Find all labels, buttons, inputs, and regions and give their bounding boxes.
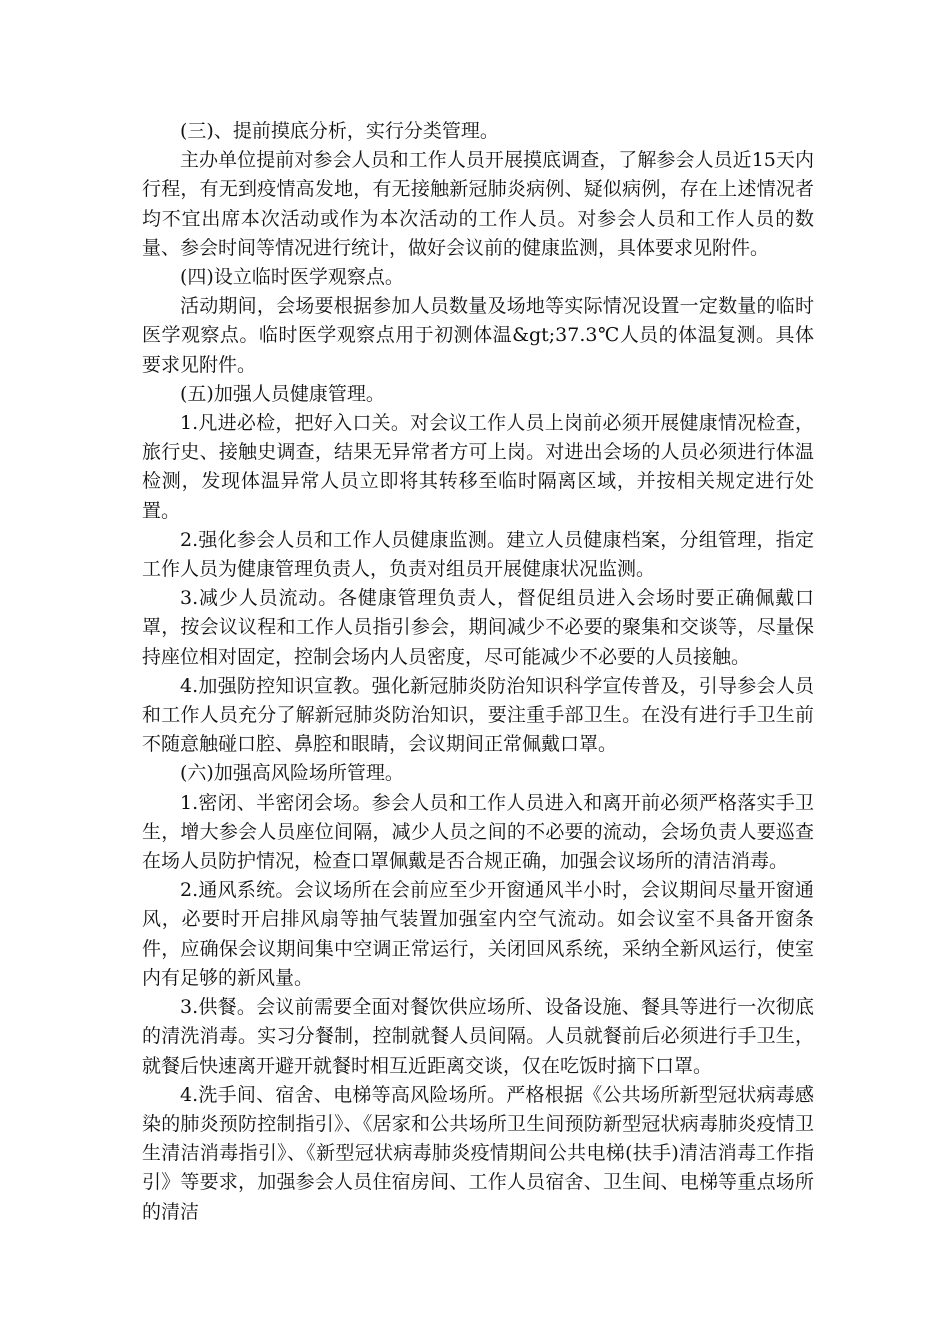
paragraph: 1.密闭、半密闭会场。参会人员和工作人员进入和离开前必须严格落实手卫生，增大参会人员座位间隔，减少人员之间的不必要的流动，会场负责人要巡查在场人员防护情况，检查口罩佩戴是否合规正确，加强会议场所的清洁消毒。 bbox=[142, 791, 814, 873]
paragraph: 2.通风系统。会议场所在会前应至少开窗通风半小时，会议期间尽量开窗通风，必要时开启排风扇等抽气装置加强室内空气流动。如会议室不具备开窗条件，应确保会议期间集中空调正常运行，关闭回风系统，采纳全新风运行，使室内有足够的新风量。 bbox=[142, 879, 814, 989]
section-heading-6: (六)加强高风险场所管理。 bbox=[180, 762, 404, 785]
paragraph: 主办单位提前对参会人员和工作人员开展摸底调查，了解参会人员近15天内行程，有无到疫情高发地，有无接触新冠肺炎病例、疑似病例，存在上述情况者均不宜出席本次活动或作为本次活动的工作人员。对参会人员和工作人员的数量、参会时间等情况进行统计，做好会议前的健康监测，具体要求见附件。 bbox=[142, 149, 814, 259]
paragraph: 活动期间，会场要根据参加人员数量及场地等实际情况设置一定数量的临时医学观察点。临时医学观察点用于初测体温&gt;37.3℃人员的体温复测。具体要求见附件。 bbox=[142, 295, 814, 376]
section-heading-3: (三)、提前摸底分析，实行分类管理。 bbox=[180, 120, 499, 142]
paragraph: 3.减少人员流动。各健康管理负责人，督促组员进入会场时要正确佩戴口罩，按会议议程和工作人员指引参会，期间减少不必要的聚集和交谈等，尽量保持座位相对固定，控制会场内人员密度，尽可能减少不必要的人员接触。 bbox=[142, 587, 814, 668]
paragraph: 2.强化参会人员和工作人员健康监测。建立人员健康档案，分组管理，指定工作人员为健康管理负责人，负责对组员开展健康状况监测。 bbox=[142, 528, 814, 581]
paragraph: 4.加强防控知识宣教。强化新冠肺炎防治知识科学宣传普及，引导参会人员和工作人员充分了解新冠肺炎防治知识，要注重手部卫生。在没有进行手卫生前不随意触碰口腔、鼻腔和眼睛，会议期间正常佩戴口罩。 bbox=[142, 674, 814, 756]
paragraph: 4.洗手间、宿舍、电梯等高风险场所。严格根据《公共场所新型冠状病毒感染的肺炎预防控制指引》、《居家和公共场所卫生间预防新型冠状病毒肺炎疫情卫生清洁消毒指引》、《新型冠状病毒肺炎疫情期间公共电梯(扶手)清洁消毒工作指引》等要求，加强参会人员住宿房间、工作人员宿舍、卫生间、电梯等重点场所的清洁 bbox=[142, 1083, 814, 1223]
paragraph: 3.供餐。会议前需要全面对餐饮供应场所、设备设施、餐具等进行一次彻底的清洗消毒。实习分餐制，控制就餐人员间隔。人员就餐前后必须进行手卫生，就餐后快速离开避开就餐时相互近距离交谈，仅在吃饭时摘下口罩。 bbox=[142, 996, 814, 1077]
paragraph: 1.凡进必检，把好入口关。对会议工作人员上岗前必须开展健康情况检查，旅行史、接触史调查，结果无异常者方可上岗。对进出会场的人员必须进行体温检测，发现体温异常人员立即将其转移至临时隔离区域，并按相关规定进行处置。 bbox=[142, 412, 814, 522]
document-body bbox=[142, 117, 814, 1227]
section-heading-5: (五)加强人员健康管理。 bbox=[180, 382, 385, 405]
section-heading-4: (四)设立临时医学观察点。 bbox=[180, 266, 404, 289]
